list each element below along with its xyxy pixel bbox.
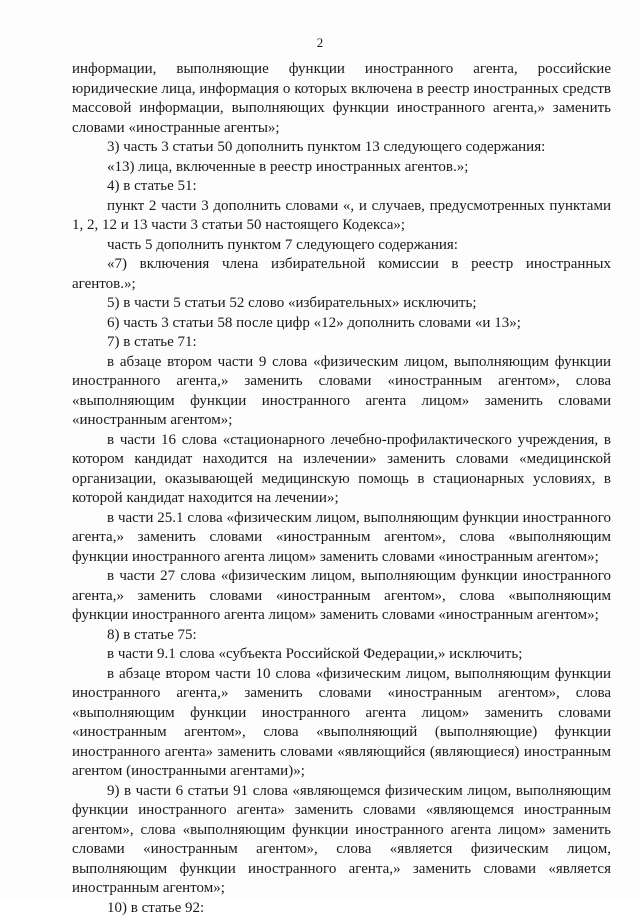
paragraph: 10) в статье 92: bbox=[72, 899, 611, 918]
paragraph: «7) включения члена избирательной комиссии в реестр иностранных агентов.»; bbox=[72, 255, 611, 294]
paragraph: в части 25.1 слова «физическим лицом, выполняющим функции иностранного агента,» заменить словами «иностранным агентом», слова «выполняющим функции иностранного агента лицом» заменить словами «иностранным агентом»; bbox=[72, 509, 611, 568]
paragraph: в абзаце втором части 9 слова «физическим лицом, выполняющим функции иностранного агента,» заменить словами «иностранным агентом», слова «выполняющим функции иностранного агента лицом» заменить словами «иностранным агентом»; bbox=[72, 353, 611, 431]
paragraph: «13) лица, включенные в реестр иностранных агентов.»; bbox=[72, 158, 611, 178]
paragraph: информации, выполняющие функции иностранного агента, российские юридические лица, информация о которых включена в реестр иностранных средств массовой информации, выполняющих функции иностранного агента,» заменить словами «иностранные агенты»; bbox=[72, 60, 611, 138]
paragraph: 4) в статье 51: bbox=[72, 177, 611, 197]
page-number: 2 bbox=[0, 35, 640, 51]
paragraph: 3) часть 3 статьи 50 дополнить пунктом 13 следующего содержания: bbox=[72, 138, 611, 158]
paragraph: 7) в статье 71: bbox=[72, 333, 611, 353]
paragraph: 6) часть 3 статьи 58 после цифр «12» дополнить словами «и 13»; bbox=[72, 314, 611, 334]
paragraph: 5) в части 5 статьи 52 слово «избирательных» исключить; bbox=[72, 294, 611, 314]
paragraph: в части 16 слова «стационарного лечебно-профилактического учреждения, в котором кандидат находится на излечении» заменить словами «медицинской организации, оказывающей медицинскую помощь в стационарных условиях, в которой кандидат находится на лечении»; bbox=[72, 431, 611, 509]
paragraph: пункт 2 части 3 дополнить словами «, и случаев, предусмотренных пунктами 1, 2, 12 и 13 части 3 статьи 50 настоящего Кодекса»; bbox=[72, 197, 611, 236]
document-body bbox=[72, 60, 611, 918]
paragraph: в части 9.1 слова «субъекта Российской Федерации,» исключить; bbox=[72, 645, 611, 665]
paragraph: 9) в части 6 статьи 91 слова «являющемся физическим лицом, выполняющим функции иностранного агента» заменить словами «являющемся иностранным агентом», слова «выполняющим функции иностранного агента лицом» заменить словами «иностранным агентом», слова «является физическим лицом, выполняющим функции иностранного агента,» заменить словами «является иностранным агентом»; bbox=[72, 782, 611, 899]
paragraph: часть 5 дополнить пунктом 7 следующего содержания: bbox=[72, 236, 611, 256]
paragraph: 8) в статье 75: bbox=[72, 626, 611, 646]
paragraph: в абзаце втором части 10 слова «физическим лицом, выполняющим функции иностранного агента,» заменить словами «иностранным агентом», слова «выполняющим функции иностранного агента лицом» заменить словами «иностранным агентом», слова «выполняющий (выполняющие) функции иностранного агента» заменить словами «являющийся (являющиеся) иностранным агентом (иностранными агентами)»; bbox=[72, 665, 611, 782]
paragraph: в части 27 слова «физическим лицом, выполняющим функции иностранного агента,» заменить словами «иностранным агентом», слова «выполняющим функции иностранного агента лицом» заменить словами «иностранным агентом»; bbox=[72, 567, 611, 626]
